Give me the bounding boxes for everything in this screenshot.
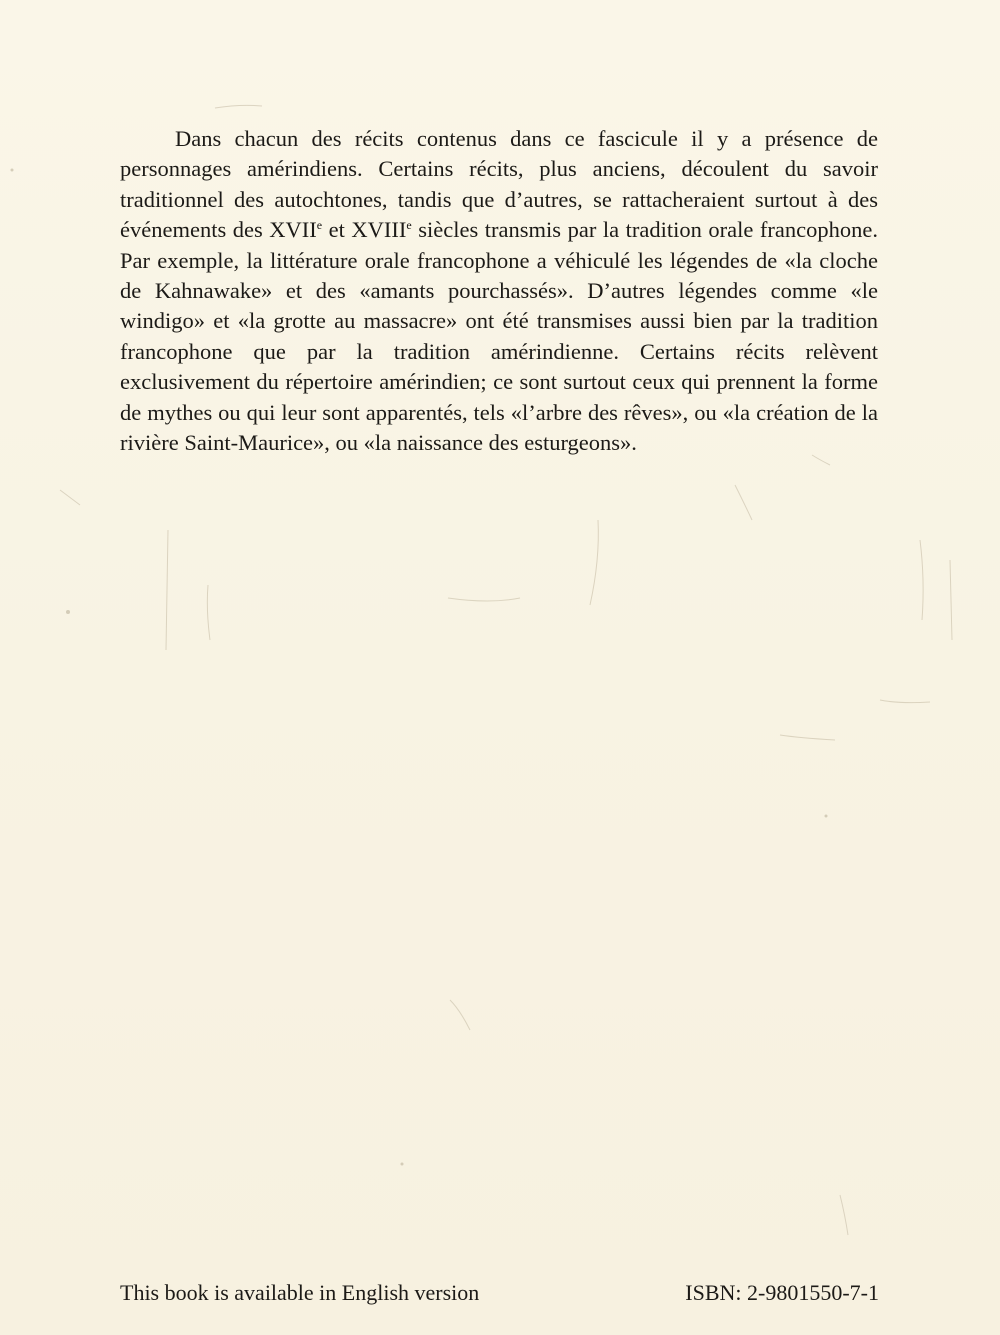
text-segment: Dans chacun des récits contenus dans ce fascicule il y a présence de personnages amérindiens. Certains récits, plus anciens, découlent du savoir traditionnel des autochtones, tandis que d’autres, se rattacheraient surtout à des événements des XVII: [120, 126, 878, 243]
text-segment: et XVIII: [322, 217, 407, 243]
superscript-e: e: [316, 218, 323, 233]
isbn-number: ISBN: 2-9801550-7-1: [685, 1280, 879, 1305]
superscript-e: e: [406, 218, 412, 233]
text-segment: siècles transmis par la tradition orale francophone. Par exemple, la littérature orale francophone a véhiculé les légendes de «la cloche de Kahnawake» et des «amants pourchassés». D’autres légendes comme «le windigo» et «la grotte au massacre» ont été transmises aussi bien par la tradition francophone que par la tradition amérindienne. Certains récits relèvent exclusivement du répertoire amérindien; ce sont surtout ceux qui prennent la forme de mythes ou qui leur sont apparentés, tels «l’arbre des rêves», ou «la création de la rivière Saint-Maurice», ou «la naissance des esturgeons».: [120, 217, 878, 456]
cover-description-paragraph: [120, 124, 878, 458]
english-version-note: This book is available in English version: [120, 1280, 480, 1305]
